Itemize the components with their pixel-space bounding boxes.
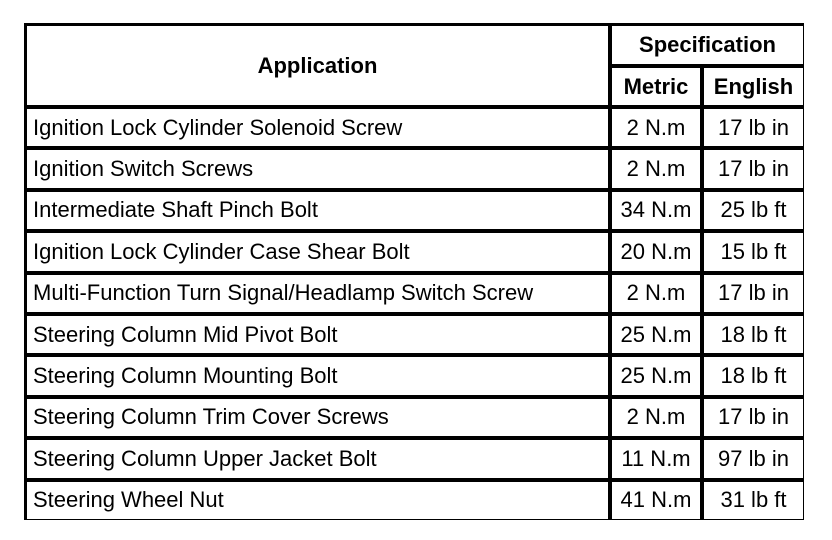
- row-application: Ignition Switch Screws: [27, 150, 608, 187]
- row-english: 31 lb ft: [704, 482, 803, 519]
- row-metric: 25 N.m: [612, 316, 700, 353]
- row-metric: 25 N.m: [612, 357, 700, 394]
- row-application: Steering Column Upper Jacket Bolt: [27, 440, 608, 477]
- row-metric: 2 N.m: [612, 109, 700, 146]
- row-application: Ignition Lock Cylinder Case Shear Bolt: [27, 233, 608, 270]
- row-english: 17 lb in: [704, 275, 803, 312]
- specification-header: Specification: [612, 26, 803, 64]
- row-application: Steering Column Trim Cover Screws: [27, 399, 608, 436]
- row-application: Intermediate Shaft Pinch Bolt: [27, 192, 608, 229]
- row-english: 97 lb in: [704, 440, 803, 477]
- row-application: Multi-Function Turn Signal/Headlamp Switch Screw: [27, 275, 608, 312]
- row-english: 15 lb ft: [704, 233, 803, 270]
- row-metric: 20 N.m: [612, 233, 700, 270]
- application-header: Application: [27, 26, 608, 105]
- row-metric: 11 N.m: [612, 440, 700, 477]
- row-english: 25 lb ft: [704, 192, 803, 229]
- row-english: 17 lb in: [704, 399, 803, 436]
- torque-spec-table: [24, 23, 804, 520]
- english-header: English: [704, 68, 803, 105]
- row-application: Steering Column Mid Pivot Bolt: [27, 316, 608, 353]
- row-application: Ignition Lock Cylinder Solenoid Screw: [27, 109, 608, 146]
- row-metric: 2 N.m: [612, 275, 700, 312]
- row-english: 17 lb in: [704, 150, 803, 187]
- row-application: Steering Column Mounting Bolt: [27, 357, 608, 394]
- row-english: 17 lb in: [704, 109, 803, 146]
- row-metric: 34 N.m: [612, 192, 700, 229]
- row-english: 18 lb ft: [704, 316, 803, 353]
- metric-header: Metric: [612, 68, 700, 105]
- row-metric: 2 N.m: [612, 150, 700, 187]
- row-english: 18 lb ft: [704, 357, 803, 394]
- row-metric: 41 N.m: [612, 482, 700, 519]
- row-application: Steering Wheel Nut: [27, 482, 608, 519]
- row-metric: 2 N.m: [612, 399, 700, 436]
